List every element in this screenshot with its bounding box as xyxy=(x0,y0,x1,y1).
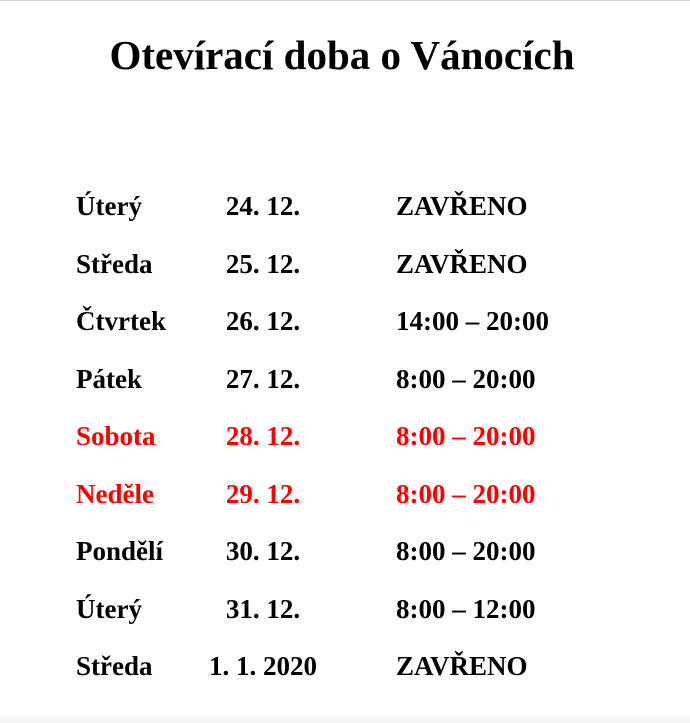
opening-hours: ZAVŘENO xyxy=(396,651,528,681)
schedule-row xyxy=(0,293,690,351)
day-name: Úterý xyxy=(76,593,142,624)
day-name: Čtvrtek xyxy=(76,306,166,336)
date: 24. 12. xyxy=(225,191,301,221)
opening-hours: 8:00 – 12:00 xyxy=(396,593,536,624)
top-divider xyxy=(0,0,690,1)
schedule-row xyxy=(0,351,690,409)
schedule-row xyxy=(0,523,690,581)
date: 28. 12. xyxy=(225,421,301,451)
date: 26. 12. xyxy=(225,306,301,336)
schedule-row xyxy=(0,408,690,466)
day-name: Středa xyxy=(76,651,153,681)
opening-hours: 14:00 – 20:00 xyxy=(396,306,549,336)
opening-hours: ZAVŘENO xyxy=(396,248,528,279)
day-name: Sobota xyxy=(76,421,156,451)
day-name: Pondělí xyxy=(76,536,164,566)
date: 29. 12. xyxy=(225,478,301,509)
bottom-edge xyxy=(0,713,690,723)
schedule-row xyxy=(0,581,690,639)
opening-hours: 8:00 – 20:00 xyxy=(396,536,536,566)
schedule-row xyxy=(0,236,690,294)
date: 27. 12. xyxy=(225,363,301,394)
opening-hours: 8:00 – 20:00 xyxy=(396,421,536,451)
schedule-row xyxy=(0,638,690,696)
day-name: Úterý xyxy=(76,191,142,221)
opening-hours: 8:00 – 20:00 xyxy=(396,478,536,509)
day-name: Středa xyxy=(76,248,153,279)
opening-hours-table xyxy=(0,178,690,696)
date: 31. 12. xyxy=(225,593,301,624)
date: 30. 12. xyxy=(225,536,301,566)
schedule-row xyxy=(0,466,690,524)
date: 1. 1. 2020 xyxy=(209,651,317,681)
opening-hours: ZAVŘENO xyxy=(396,191,528,221)
date: 25. 12. xyxy=(225,248,301,279)
day-name: Pátek xyxy=(76,363,142,394)
day-name: Neděle xyxy=(76,478,154,509)
page-title: Otevírací doba o Vánocích xyxy=(109,32,575,78)
schedule-row xyxy=(0,178,690,236)
opening-hours: 8:00 – 20:00 xyxy=(396,363,536,394)
